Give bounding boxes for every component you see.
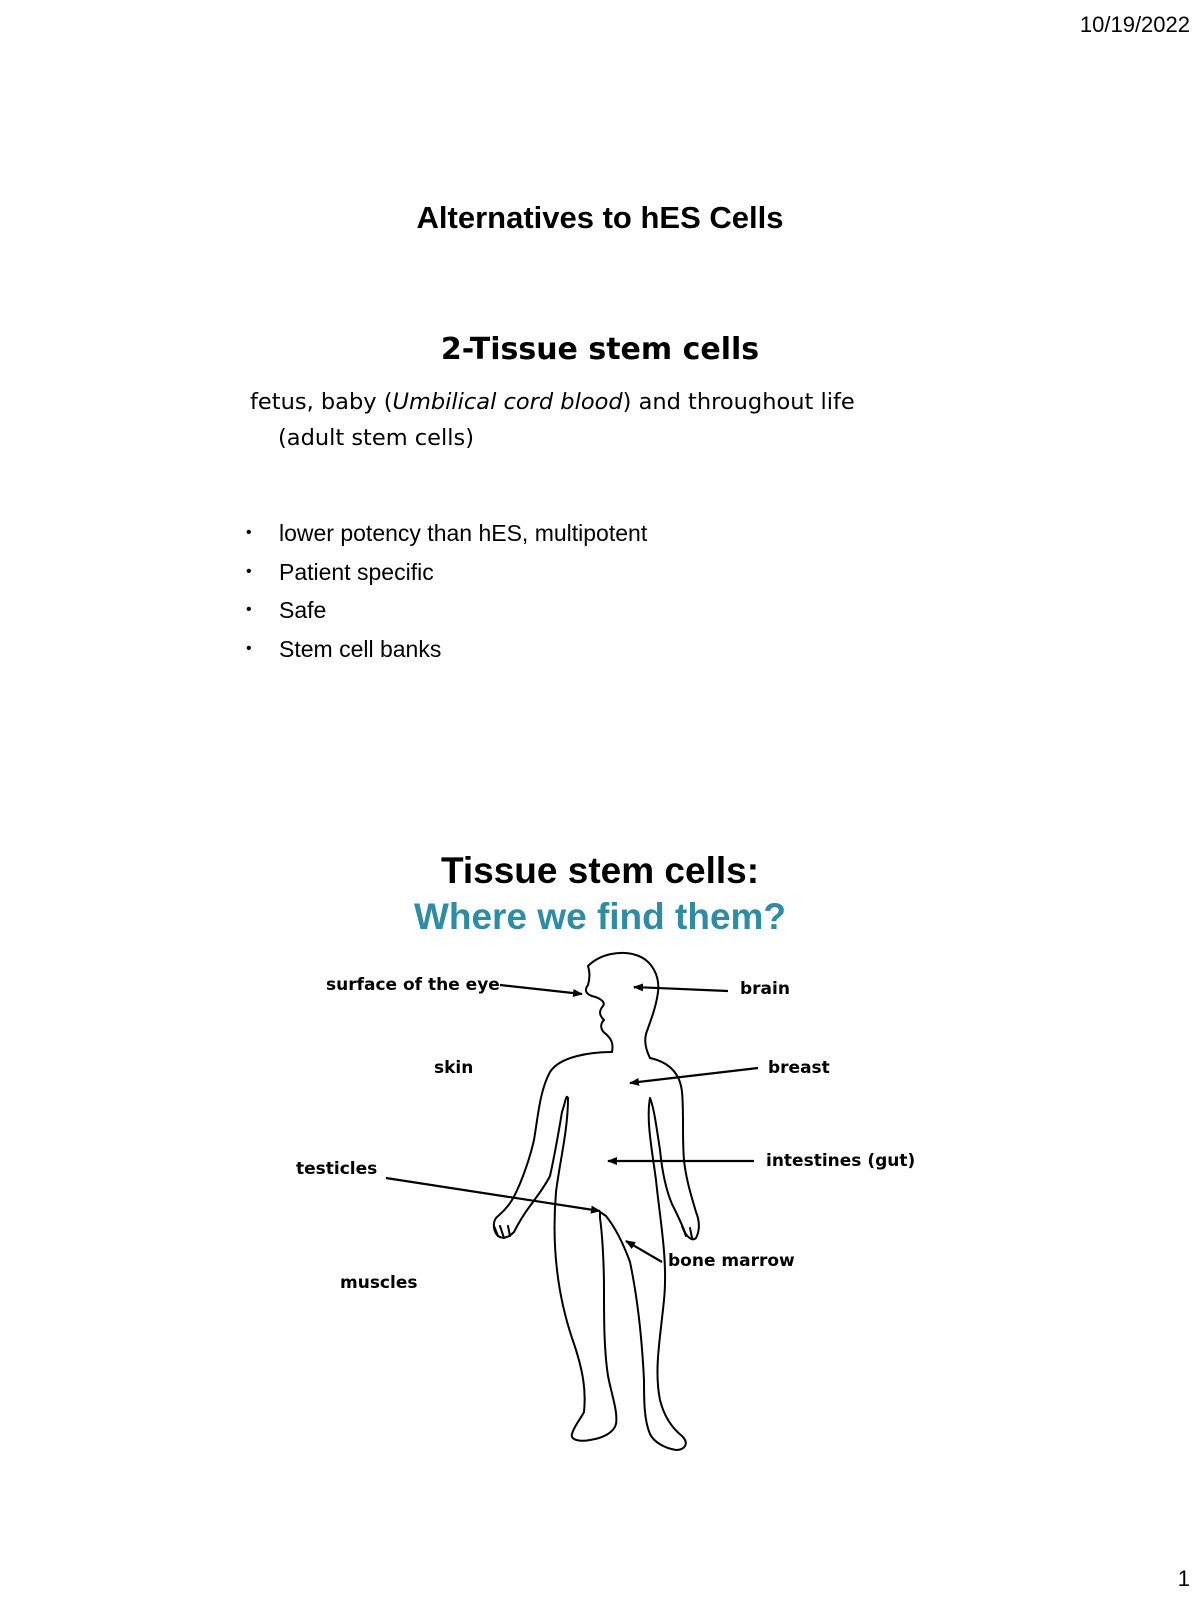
intro-text-after: ) and throughout life xyxy=(622,389,855,415)
label-breast: breast xyxy=(768,1058,830,1078)
arrow-breast xyxy=(630,1068,758,1083)
slide2-subtitle: Where we find them? xyxy=(413,896,787,937)
bullet-text: lower potency than hES, multipotent xyxy=(279,520,648,546)
date-stamp: 10/19/2022 xyxy=(1079,12,1190,37)
bullet-icon: • xyxy=(246,601,252,618)
label-skin: skin xyxy=(434,1058,474,1078)
slide-subtitle: 2-Tissue stem cells xyxy=(440,332,760,367)
bullet-text: Patient specific xyxy=(279,558,434,585)
arrow-bone-marrow xyxy=(626,1241,662,1262)
label-brain: brain xyxy=(740,979,790,999)
label-intestines: intestines (gut) xyxy=(766,1151,916,1171)
bullet-text: Stem cell banks xyxy=(279,635,442,662)
label-surface-of-eye: surface of the eye xyxy=(326,975,500,995)
arrow-brain xyxy=(634,987,728,991)
page-number: 1 xyxy=(1177,1566,1190,1591)
slide2-title: Tissue stem cells: xyxy=(440,850,760,891)
arrows xyxy=(386,985,758,1262)
intro-text-italic: Umbilical cord blood xyxy=(392,389,623,415)
human-body-outline xyxy=(494,953,699,1450)
intro-text-before: fetus, baby ( xyxy=(250,389,393,415)
label-testicles: testicles xyxy=(296,1159,378,1179)
bullet-text: Safe xyxy=(279,597,327,623)
bullet-icon: • xyxy=(246,562,252,580)
bullet-icon: • xyxy=(246,524,252,541)
bullet-icon: • xyxy=(246,639,252,657)
intro-text-line2: (adult stem cells) xyxy=(278,425,475,451)
label-bone-marrow: bone marrow xyxy=(668,1251,795,1271)
slide-title: Alternatives to hES Cells xyxy=(416,200,784,235)
label-muscles: muscles xyxy=(340,1273,418,1293)
arrow-testicles xyxy=(386,1178,600,1211)
arrow-eye xyxy=(500,985,582,994)
